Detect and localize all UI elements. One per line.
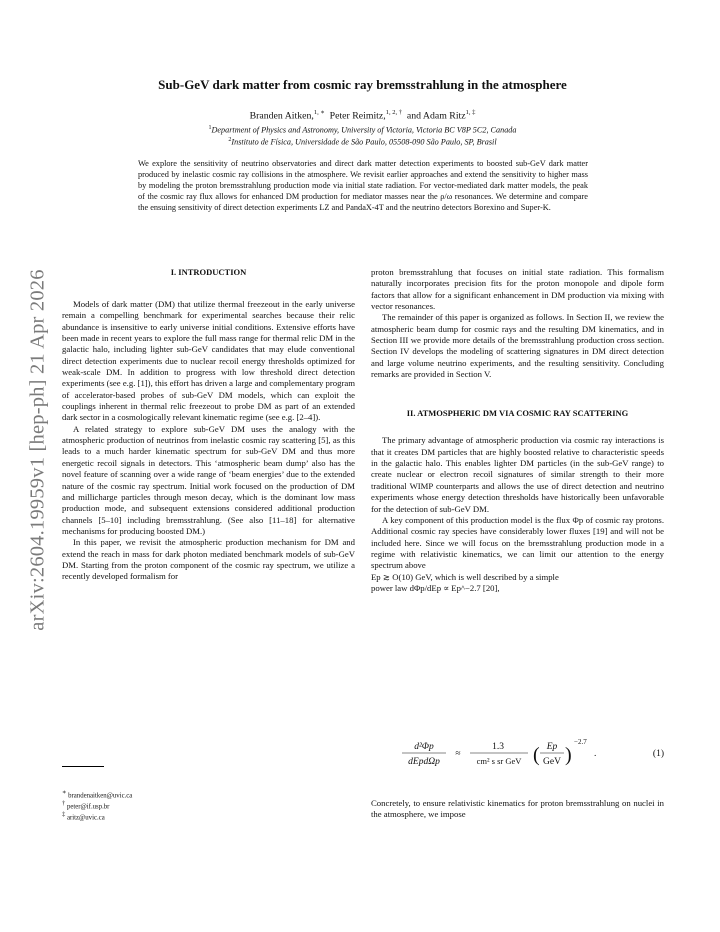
arxiv-stamp [20, 250, 56, 650]
paragraph: Models of dark matter (DM) that utilize thermal freezeout in the early universe remain a compelling benchmark for experimental searches because their relic abundance is insensitive to early universe initial conditions. Extensive efforts have been made in recent years to explore the full mass range for thermal relic DM in the galactic halo, including lighter sub-GeV candidates that may elude conventional direct detection experiments due to nuclear recoil energy thresholds optimized for weak-scale DM. In addition to progress with low threshold direct detection experiments (see e.g. [1]), this effort has driven a large and complementary program of accelerator-based probes of sub-GeV DM models, which can exploit the couplings inherent in thermal relic freezeout to probe DM as part of an extended dark sector in a cosmologically relevant kinematic regime (see e.g. [2–4]). [62, 299, 355, 423]
affiliation [90, 125, 635, 135]
equation-1 [372, 734, 664, 778]
footnote-email: brandenaitken@uvic.ca [68, 792, 133, 800]
flux-line: Ep ≳ O(10) GeV, which is well described by a simple [371, 571, 559, 582]
section-heading: II. ATMOSPHERIC DM VIA COSMIC RAY SCATTERING [406, 408, 629, 419]
footnote-email: peter@if.usp.br [66, 803, 110, 811]
arxiv-id: arXiv:2604.19959v1 [hep-ph] 21 Apr 2026 [26, 269, 49, 631]
right-column [371, 267, 664, 594]
author-marker: 1, 2, † [385, 109, 402, 116]
author-list [90, 108, 635, 121]
eq-ratio-top: Ep [546, 742, 558, 752]
eq-period: . [594, 749, 597, 759]
paper-title: Sub-GeV dark matter from cosmic ray bremsstrahlung in the atmosphere [158, 77, 567, 92]
affiliation-marker: 2 [228, 137, 232, 143]
eq-approx: ≈ [455, 749, 461, 759]
eq-denominator: cm² s sr GeV [476, 756, 522, 766]
paragraph: proton bremsstrahlung that focuses on initial state radiation. This formalism naturally incorporates precision fits for the proton monopole and dipole form factors that allow for a significant enhancement in DM production via mixing with vector resonances. [371, 267, 664, 312]
footnote-mark: † [62, 800, 66, 807]
author-marker: 1, ‡ [465, 109, 476, 116]
section-heading: I. INTRODUCTION [170, 267, 247, 277]
paragraph: Concretely, to ensure relativistic kinematics for proton bremsstrahlung on nuclei in the atmosphere, we impose [371, 798, 664, 820]
eq-numerator: 1.3 [492, 742, 504, 752]
affiliation-text: Department of Physics and Astronomy, University of Victoria, Victoria BC V8P 5C2, Canada [211, 125, 517, 135]
author-name: Branden Aitken, [249, 110, 314, 122]
paragraph: A key component of this production model is the flux Φp of cosmic ray protons. Additional cosmic ray species have considerably lower fluxes [19] and will not be included here. Since we will focus on the bremsstrahlung production mode in a regime with relativistic kinematics, we can limit our attention to the energy spectrum above [371, 514, 664, 571]
paragraph: A related strategy to explore sub-GeV DM uses the analogy with the atmospheric production of neutrinos from inelastic cosmic ray scattering [5], as this leads to a much harder kinematic spectrum for sub-GeV DM and thus more energetic recoil signals in detectors. This ‘atmospheric beam dump’ also has the novel feature of scanning over a wide range of ‘beam energies’ due to the extended nature of the cosmic ray spectrum. Initial work focused on the production of DM and millicharge particles through meson decay, which is the dominant low mass production mode, and subsequent extensions considered additional production channels [5–10] including bremsstrahlung. (See also [11–18] for alternative mechanisms for producing boosted DM.) [62, 423, 355, 536]
footnote-rule [62, 766, 104, 767]
equation-graphic [372, 734, 664, 778]
eq-ratio-bottom: GeV [543, 757, 561, 767]
paragraph: The primary advantage of atmospheric production via cosmic ray interactions is that it creates DM particles that are highly boosted relative to characteristic speeds in the galactic halo. This enables lighter DM particles (in the sub-GeV range) to create nuclear or electron recoil signatures of similar strength to their more traditional WIMP counterparts and allows the use of direct detection and neutrino experiments whose energy detection thresholds have historically been unfavorable for the detection of sub-GeV DM. [371, 435, 664, 514]
eq-right-paren: ) [565, 744, 572, 766]
paragraph: In this paper, we revisit the atmospheric production mechanism for DM and extend the reach in mass for dark photon mediated benchmark models of sub-GeV DM. Starting from the proton component of the cosmic ray spectrum, we utilize a recently developed formalism for [62, 537, 355, 582]
right-column-continued [371, 798, 664, 821]
eq-lhs-numerator: d²Φp [414, 742, 434, 752]
footnote-mark: ‡ [62, 811, 66, 818]
eq-number: (1) [652, 749, 664, 759]
eq-exponent: −2.7 [574, 738, 587, 746]
affiliation-text: Instituto de Física, Universidade de São Paulo, 05508-090 São Paulo, SP, Brasil [231, 137, 497, 147]
author-name: Peter Reimitz, [329, 110, 386, 122]
footnote-email: aritz@uvic.ca [66, 814, 105, 822]
footnote-mark: ∗ [62, 789, 67, 796]
affiliation-marker: 1 [208, 125, 212, 131]
eq-lhs-denominator: dEpdΩp [408, 757, 440, 767]
affiliation [90, 137, 635, 147]
author-marker: 1, ∗ [313, 109, 325, 116]
eq-left-paren: ( [533, 744, 540, 766]
author-name: and Adam Ritz [406, 110, 466, 122]
left-column [62, 267, 355, 583]
flux-line: power law dΦp/dEp ∝ Ep^−2.7 [20], [371, 582, 500, 593]
footnote [62, 810, 105, 822]
abstract: We explore the sensitivity of neutrino observatories and direct dark matter detection experiments to boosted sub-GeV dark matter produced by inelastic cosmic ray collisions in the atmosphere. We revisit earlier approaches and extend the sensitivity to higher mass by modeling the proton bremsstrahlung production mode via initial state radiation. For vector-mediated dark matter models, the peak of the cosmic ray flux allows for enhanced DM production for mediator masses near the ρ/ω resonances. We determine and compare the ensuing sensitivity of direct detection experiments LZ and PandaX-4T and the neutrino detectors Borexino and Super-K. [138, 159, 588, 213]
paragraph: The remainder of this paper is organized as follows. In Section II, we review the atmospheric beam dump for cosmic rays and the resulting DM kinematics, and in Section III we provide more details of the bremsstrahlung production cross section. Section IV develops the modeling of scattering signatures in DM direct detection and large volume neutrino experiments, and the resulting sensitivity. Concluding remarks are provided in Section V. [371, 312, 664, 380]
